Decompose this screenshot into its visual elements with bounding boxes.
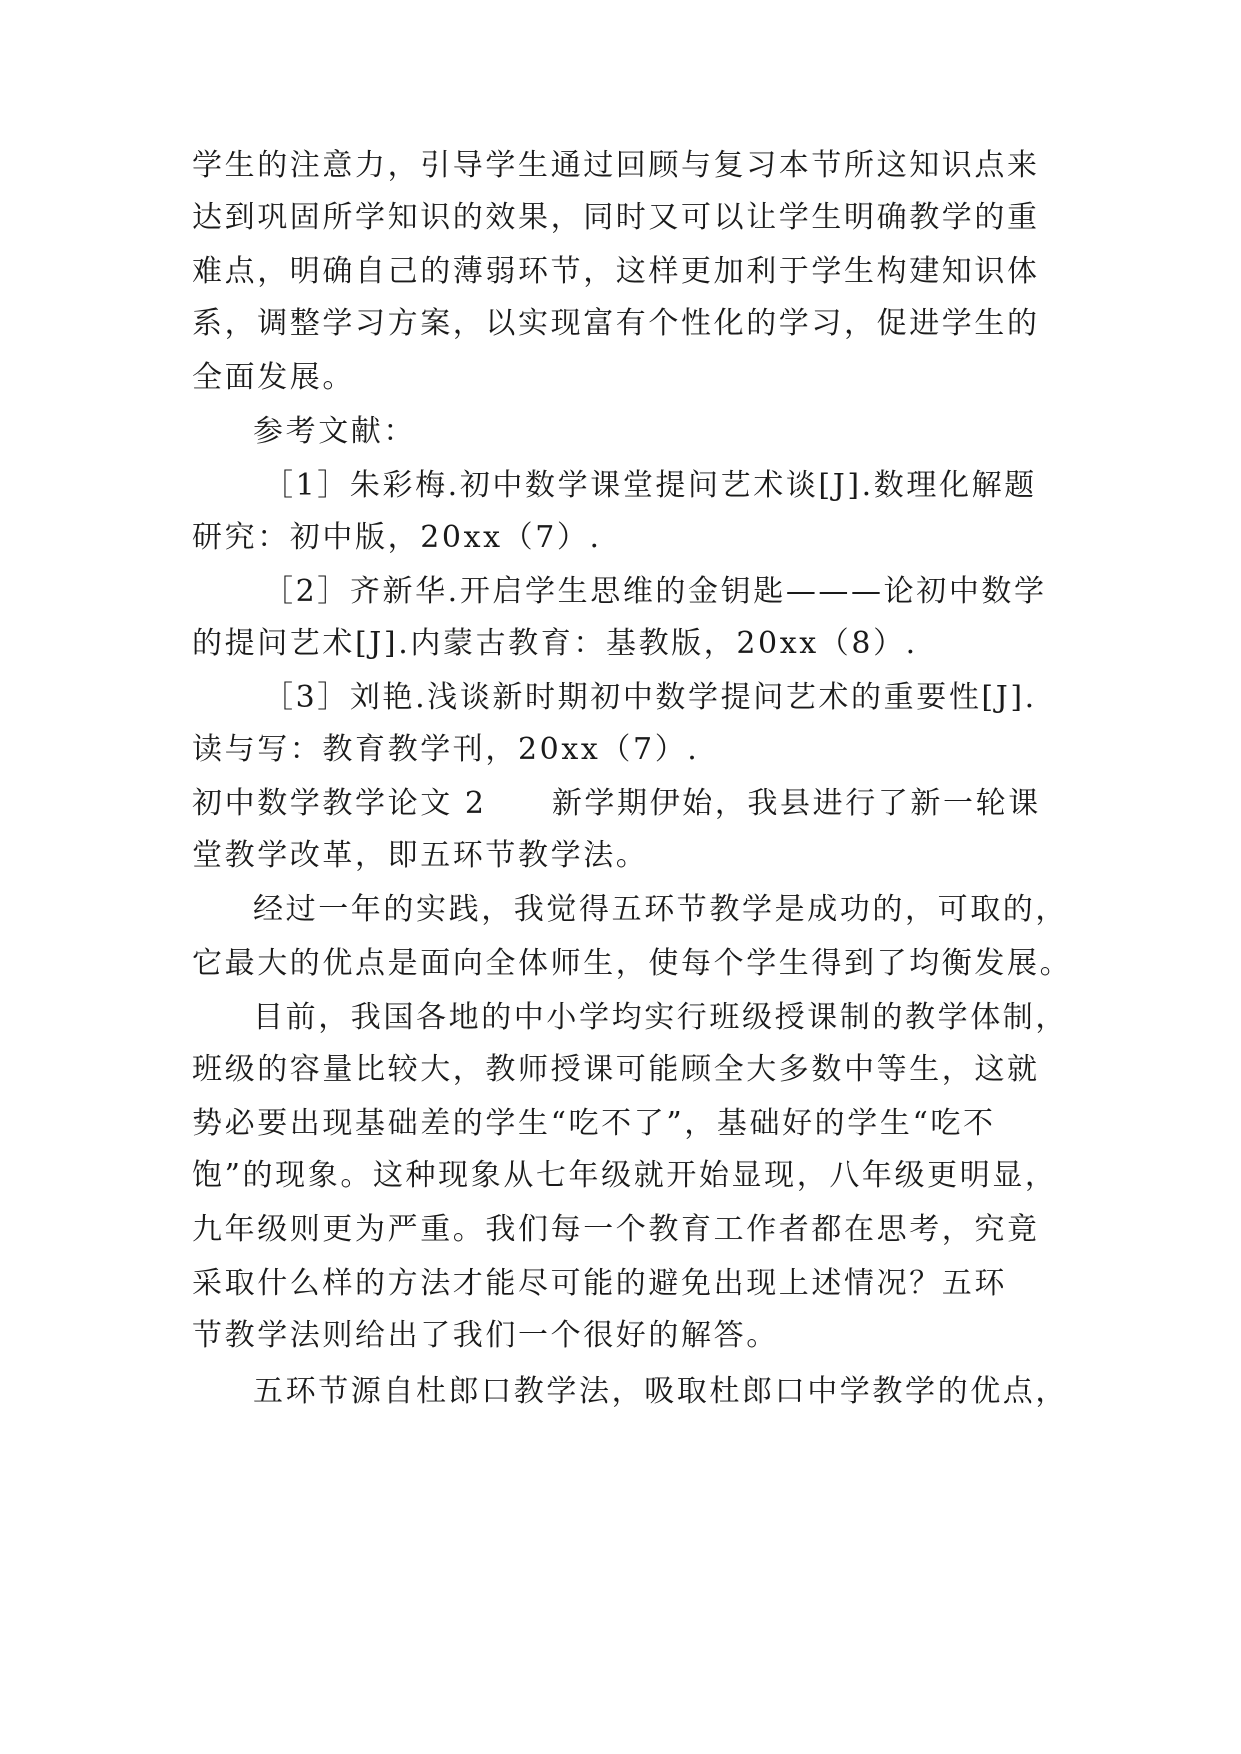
paragraph-line: 学生的注意力，引导学生通过回顾与复习本节所这知识点来 <box>192 148 1040 183</box>
paragraph-line: 节教学法则给出了我们一个很好的解答。 <box>192 1318 779 1353</box>
paragraph-line: 五环节源自杜郎口教学法，吸取杜郎口中学教学的优点， <box>253 1374 1068 1409</box>
paragraph-line: 达到巩固所学知识的效果，同时又可以让学生明确教学的重 <box>192 200 1040 235</box>
paragraph-line: 目前，我国各地的中小学均实行班级授课制的教学体制， <box>253 1000 1068 1035</box>
section-title-line: 初中数学教学论文 2 新学期伊始，我县进行了新一轮课 <box>192 786 1041 821</box>
references-heading: 参考文献： <box>253 414 416 449</box>
paragraph-line: 堂教学改革，即五环节教学法。 <box>192 838 649 873</box>
paragraph-line: 九年级则更为严重。我们每一个教育工作者都在思考，究竟 <box>192 1212 1040 1247</box>
paragraph-line: 势必要出现基础差的学生“吃不了”，基础好的学生“吃不 <box>192 1106 996 1141</box>
paragraph-line: 全面发展。 <box>192 360 355 395</box>
paragraph-line: 难点，明确自己的薄弱环节，这样更加利于学生构建知识体 <box>192 254 1040 289</box>
reference-2-line-2: 的提问艺术[J].内蒙古教育：基教版，20xx（8）. <box>192 626 918 661</box>
reference-3-line-1: ［3］刘艳.浅谈新时期初中数学提问艺术的重要性[J]. <box>263 680 1037 715</box>
paragraph-line: 系，调整学习方案，以实现富有个性化的学习，促进学生的 <box>192 306 1040 341</box>
reference-3-line-2: 读与写：教育教学刊，20xx（7）. <box>192 732 700 767</box>
paragraph-line: 饱”的现象。这种现象从七年级就开始显现，八年级更明显， <box>192 1158 1058 1193</box>
reference-1-line-1: ［1］朱彩梅.初中数学课堂提问艺术谈[J].数理化解题 <box>263 468 1037 503</box>
paragraph-line: 采取什么样的方法才能尽可能的避免出现上述情况？五环 <box>192 1266 1007 1301</box>
reference-1-line-2: 研究：初中版，20xx（7）. <box>192 520 602 555</box>
paragraph-line: 经过一年的实践，我觉得五环节教学是成功的，可取的， <box>253 892 1068 927</box>
reference-2-line-1: ［2］齐新华.开启学生思维的金钥匙———论初中数学 <box>263 574 1047 609</box>
paragraph-line: 它最大的优点是面向全体师生，使每个学生得到了均衡发展。 <box>192 946 1073 981</box>
paragraph-line: 班级的容量比较大，教师授课可能顾全大多数中等生，这就 <box>192 1052 1040 1087</box>
